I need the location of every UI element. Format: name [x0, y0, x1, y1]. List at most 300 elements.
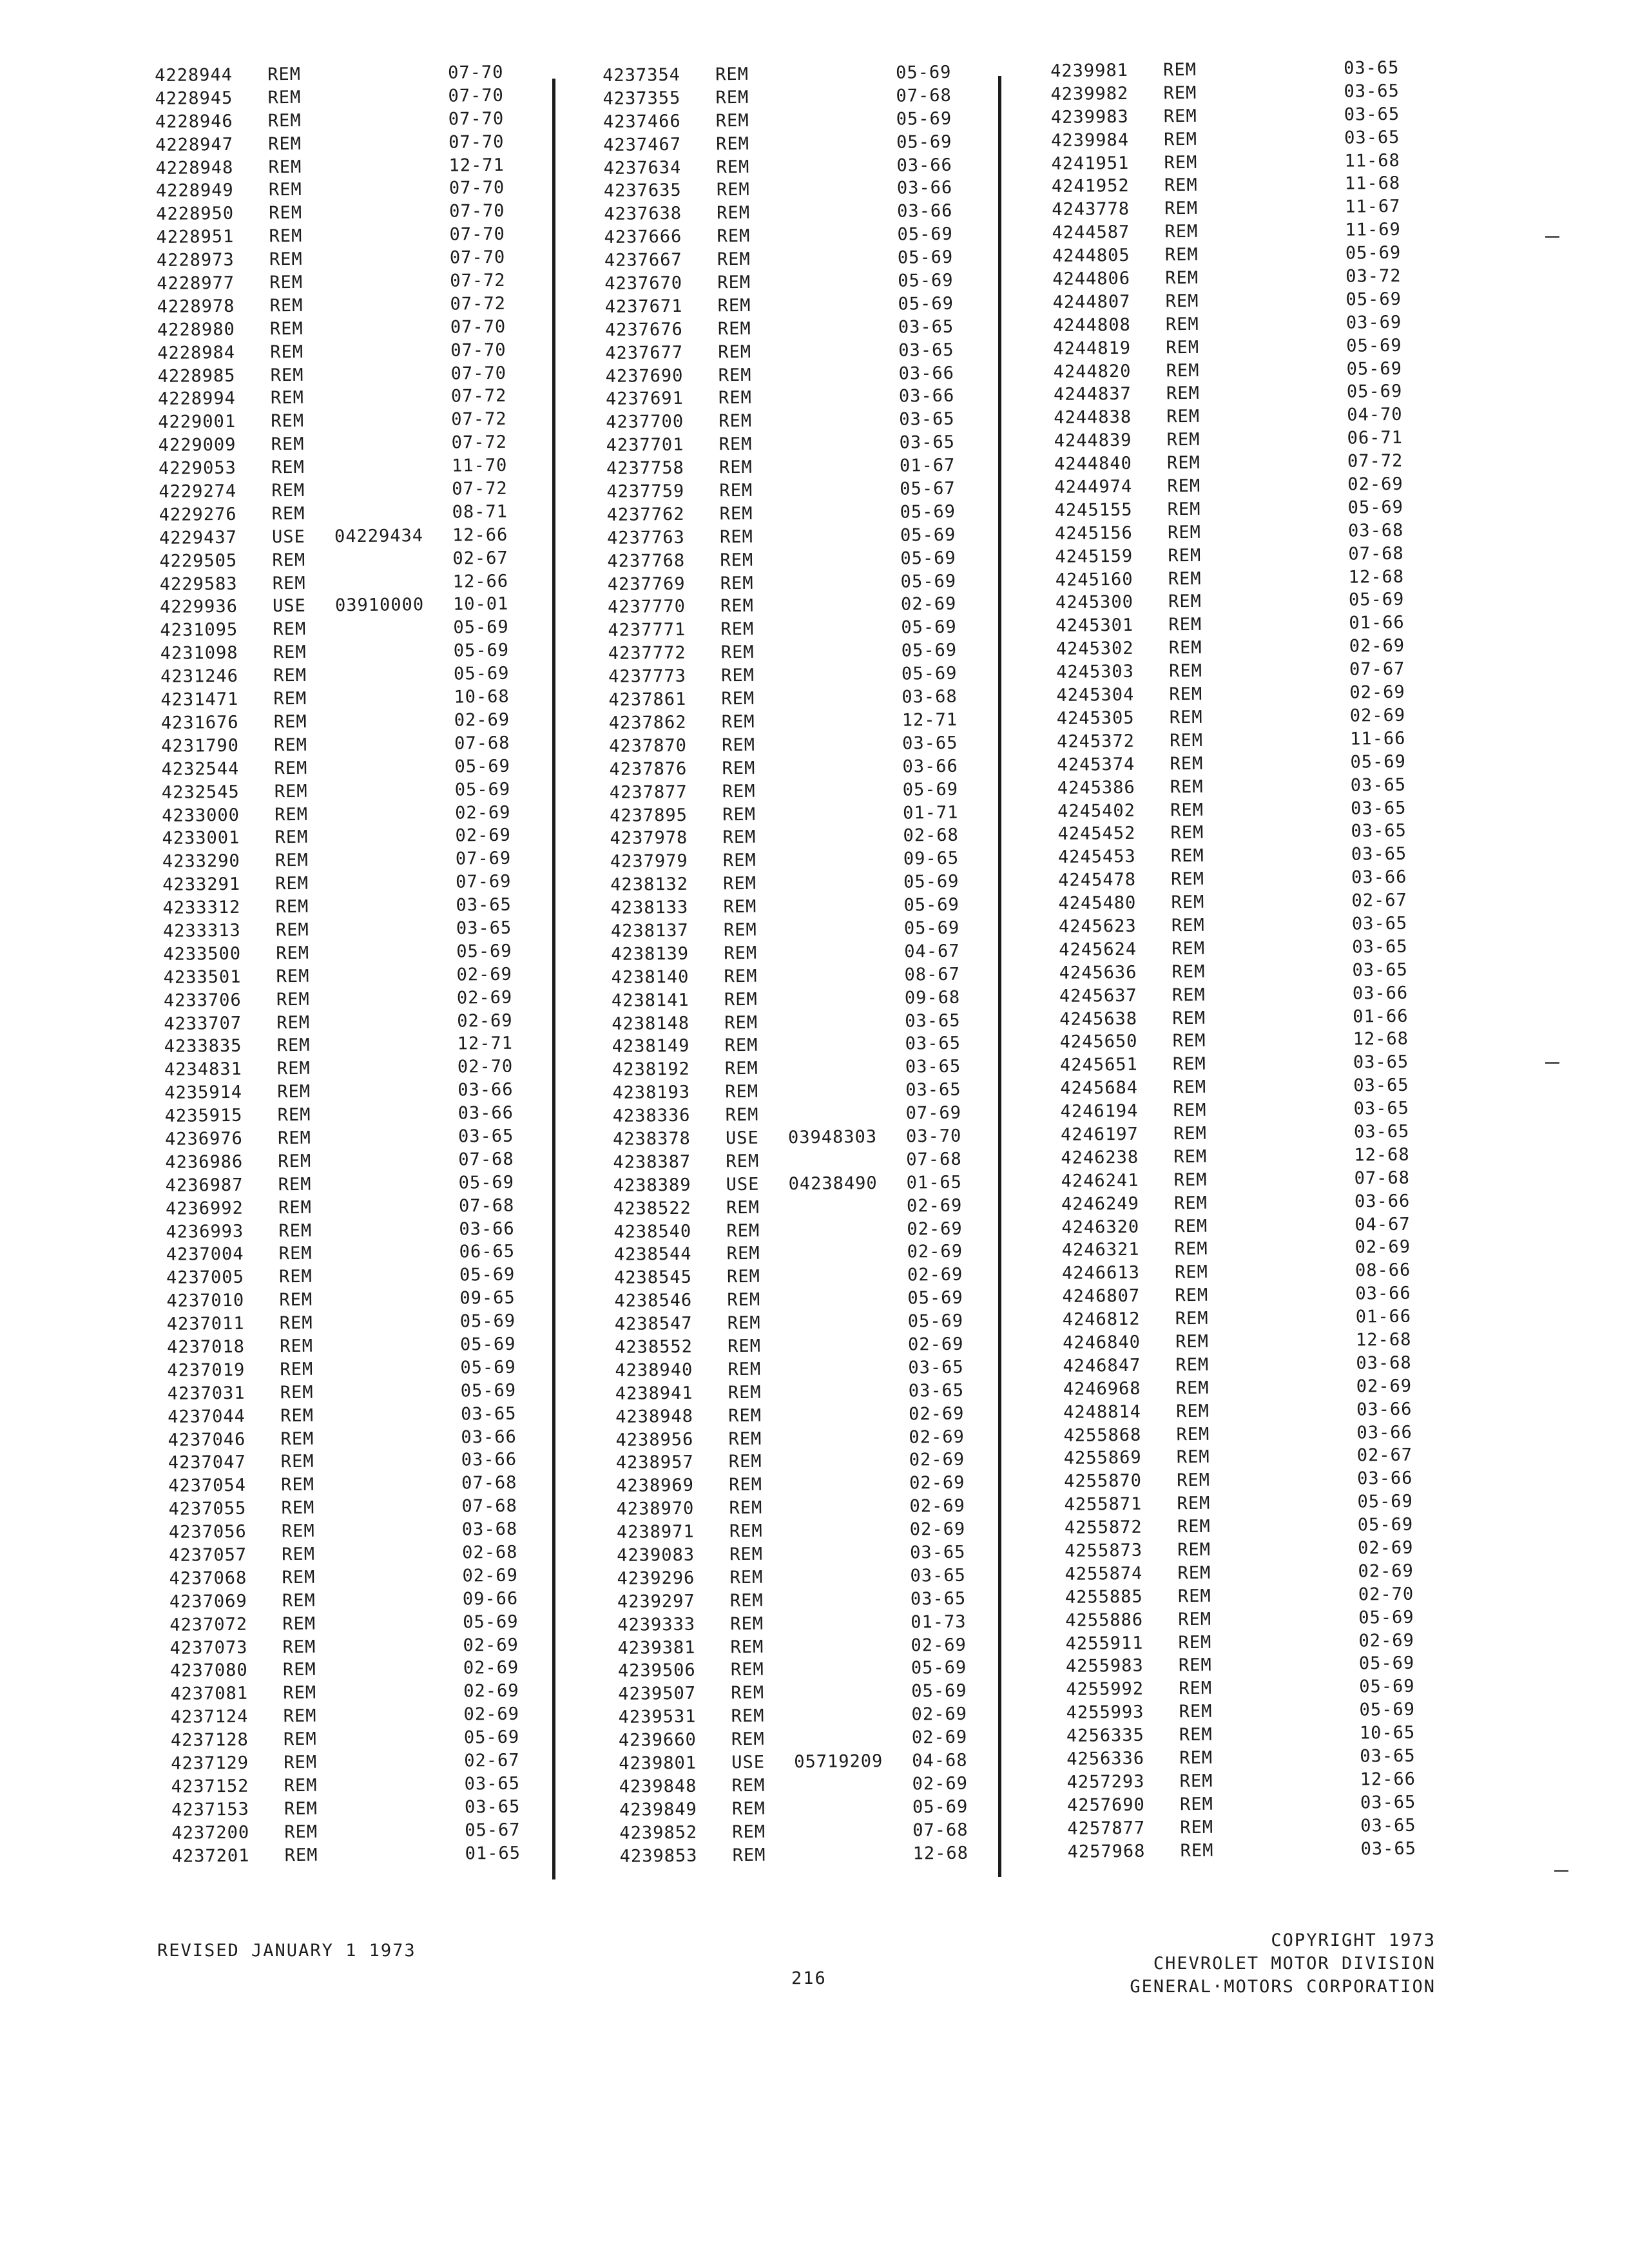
part-number: 4237771: [608, 620, 686, 641]
status-date: 03-65: [898, 340, 954, 361]
part-status: REM: [726, 1197, 760, 1218]
part-status: REM: [720, 665, 755, 686]
part-status: REM: [282, 1567, 316, 1588]
status-date: 10-65: [1359, 1722, 1416, 1744]
part-number: 4231246: [160, 666, 239, 687]
part-status: REM: [721, 711, 755, 733]
part-status: REM: [729, 1590, 764, 1611]
status-date: 03-65: [464, 1773, 521, 1794]
status-date: 05-69: [898, 270, 954, 291]
part-number: 4238948: [615, 1406, 694, 1427]
status-date: 05-69: [456, 941, 512, 962]
part-status: REM: [1179, 1794, 1213, 1814]
part-number: 4233500: [163, 943, 242, 965]
part-status: REM: [722, 827, 757, 848]
status-date: 02-69: [906, 1195, 963, 1216]
part-number: 4255870: [1064, 1471, 1142, 1492]
copyright-line: COPYRIGHT 1973: [1271, 1930, 1436, 1950]
part-status: REM: [1166, 383, 1200, 404]
status-date: 05-69: [459, 1265, 516, 1285]
status-date: 08-66: [1354, 1260, 1411, 1281]
status-date: 07-70: [447, 62, 504, 83]
status-date: 07-68: [896, 85, 952, 106]
status-date: 03-65: [1353, 1121, 1410, 1142]
part-status: REM: [270, 365, 304, 385]
part-number: 4238336: [612, 1105, 691, 1127]
part-status: REM: [717, 295, 751, 316]
part-number: 4237069: [169, 1591, 247, 1612]
status-date: 03-66: [902, 756, 958, 777]
part-number: 4255886: [1065, 1610, 1144, 1631]
part-number: 4245386: [1057, 777, 1135, 798]
part-number: 4238140: [611, 966, 689, 988]
part-status: REM: [271, 480, 305, 501]
status-date: 03-65: [1344, 104, 1400, 125]
part-status: REM: [1178, 1609, 1212, 1629]
part-number: 4241951: [1051, 153, 1130, 174]
part-number: 4246812: [1062, 1309, 1141, 1331]
part-status: REM: [717, 226, 751, 247]
part-number: 4237200: [171, 1822, 250, 1843]
status-date: 03-65: [464, 1796, 521, 1818]
part-number: 4245480: [1058, 892, 1137, 914]
part-status: REM: [269, 226, 303, 247]
part-status: REM: [1177, 1539, 1211, 1561]
part-number: 4233290: [162, 851, 240, 872]
part-number: 4239506: [617, 1660, 696, 1682]
part-number: 4245637: [1059, 985, 1137, 1006]
status-date: 03-65: [1353, 1075, 1409, 1096]
replacement-part-number: 04229434: [334, 525, 424, 547]
part-status: REM: [1168, 660, 1203, 682]
status-date: 05-69: [907, 1287, 963, 1309]
part-row: [172, 1841, 610, 1868]
part-status: USE: [725, 1128, 759, 1149]
part-number: 4237355: [602, 88, 681, 109]
part-number: 4237072: [169, 1614, 248, 1635]
part-status: REM: [1164, 198, 1199, 219]
part-status: REM: [724, 1035, 758, 1056]
part-status: REM: [724, 989, 758, 1010]
part-number: 4233001: [162, 828, 240, 849]
part-status: USE: [731, 1752, 766, 1773]
part-number: 4244838: [1054, 407, 1132, 428]
part-status: REM: [1173, 1193, 1208, 1213]
part-status: REM: [283, 1683, 317, 1704]
part-number: 4237759: [606, 481, 685, 502]
part-status: REM: [276, 1012, 311, 1033]
part-status: REM: [268, 133, 302, 154]
part-status: REM: [718, 365, 752, 385]
part-status: REM: [276, 1035, 311, 1056]
status-date: 03-66: [1352, 983, 1409, 1004]
status-date: 02-69: [1358, 1561, 1414, 1582]
status-date: 03-65: [1350, 774, 1407, 796]
part-number: 4244819: [1053, 338, 1132, 359]
part-status: REM: [1179, 1724, 1213, 1745]
part-status: REM: [1164, 129, 1198, 149]
part-number: 4237773: [608, 666, 687, 687]
part-status: REM: [730, 1660, 764, 1680]
part-number: 4255992: [1066, 1679, 1144, 1700]
part-status: REM: [275, 804, 309, 825]
part-status: REM: [269, 249, 303, 270]
part-number: 4246840: [1062, 1332, 1141, 1353]
part-number: 4228949: [155, 180, 234, 202]
part-number: 4237862: [608, 712, 687, 733]
status-date: 06-65: [459, 1242, 516, 1262]
status-date: 03-66: [897, 201, 953, 222]
part-number: 4245623: [1058, 916, 1137, 937]
status-date: 05-69: [453, 640, 510, 661]
part-status: REM: [280, 1428, 314, 1449]
part-status: REM: [1164, 175, 1198, 196]
status-date: 03-68: [1347, 520, 1404, 541]
part-number: 4237201: [171, 1845, 250, 1867]
part-status: REM: [1164, 152, 1198, 173]
part-status: REM: [727, 1312, 761, 1334]
part-status: REM: [724, 1012, 758, 1033]
part-number: 4238546: [614, 1290, 693, 1312]
part-status: REM: [273, 665, 307, 686]
part-status: REM: [282, 1613, 316, 1634]
part-status: REM: [717, 249, 751, 270]
part-number: 4236986: [165, 1151, 244, 1173]
part-status: REM: [729, 1475, 763, 1495]
part-status: USE: [271, 526, 305, 548]
part-number: 4237081: [170, 1684, 249, 1705]
status-date: 12-68: [1354, 1144, 1410, 1166]
status-date: 11-68: [1344, 150, 1400, 171]
part-status: REM: [275, 850, 309, 871]
part-number: 4228994: [157, 389, 236, 410]
status-date: 08-67: [904, 964, 961, 985]
part-status: REM: [1172, 1031, 1206, 1052]
part-number: 4238971: [616, 1521, 695, 1543]
status-date: 04-67: [904, 941, 960, 962]
part-status: REM: [729, 1544, 764, 1565]
status-date: 09-65: [459, 1287, 516, 1309]
parts-column-2: [602, 60, 1058, 1868]
status-date: 03-66: [896, 155, 952, 176]
status-date: 07-69: [455, 849, 512, 869]
part-status: REM: [274, 758, 308, 778]
status-date: 02-67: [1351, 890, 1407, 911]
part-number: 4255874: [1065, 1563, 1143, 1584]
status-date: 07-70: [450, 363, 507, 384]
part-status: REM: [271, 457, 305, 478]
status-date: 09-66: [462, 1588, 519, 1610]
part-status: REM: [269, 318, 304, 340]
part-status: REM: [267, 110, 302, 131]
part-status: REM: [280, 1382, 314, 1403]
part-status: REM: [275, 827, 309, 848]
status-date: 03-65: [1344, 127, 1400, 148]
status-date: 02-69: [909, 1427, 965, 1448]
status-date: 07-72: [451, 409, 507, 430]
part-status: REM: [715, 87, 749, 108]
part-number: 4245478: [1058, 869, 1137, 891]
status-date: 10-01: [452, 594, 509, 615]
part-status: REM: [727, 1336, 762, 1357]
status-date: 07-70: [449, 247, 506, 268]
part-number: 4237676: [604, 319, 683, 340]
part-status: REM: [730, 1613, 764, 1634]
part-number: 4228973: [156, 249, 235, 271]
status-date: 05-67: [900, 478, 956, 499]
part-status: REM: [1174, 1239, 1208, 1260]
part-number: 4237671: [604, 296, 683, 317]
part-number: 4237667: [604, 249, 682, 271]
status-date: 02-69: [909, 1473, 965, 1494]
status-date: 03-66: [458, 1102, 514, 1124]
part-number: 4236993: [166, 1221, 244, 1242]
part-number: 4228951: [156, 227, 235, 248]
part-number: 4238940: [615, 1360, 693, 1381]
part-number: 4255885: [1065, 1586, 1143, 1608]
part-status: REM: [720, 642, 755, 663]
part-number: 4231095: [160, 620, 238, 641]
status-date: 02-69: [911, 1635, 967, 1656]
part-status: REM: [281, 1497, 315, 1519]
status-date: 02-69: [907, 1242, 963, 1262]
margin-mark: [1545, 1062, 1559, 1064]
part-status: REM: [1163, 106, 1197, 127]
column-divider: [552, 79, 555, 1879]
part-status: REM: [1178, 1632, 1212, 1653]
part-status: REM: [274, 781, 308, 802]
part-number: 4244587: [1052, 222, 1130, 244]
part-status: REM: [722, 804, 757, 825]
part-status: REM: [280, 1405, 314, 1426]
status-date: 02-68: [462, 1542, 518, 1563]
part-number: 4237054: [168, 1475, 247, 1497]
part-status: REM: [724, 966, 758, 986]
status-date: 05-69: [911, 1681, 967, 1702]
status-date: 05-69: [1359, 1699, 1416, 1720]
part-status: REM: [1166, 407, 1200, 427]
status-date: 05-69: [902, 779, 959, 800]
status-date: 01-67: [899, 455, 956, 476]
status-date: 03-66: [1354, 1191, 1411, 1212]
status-date: 02-69: [908, 1403, 965, 1425]
status-date: 03-68: [461, 1519, 518, 1540]
status-date: 03-65: [1360, 1815, 1416, 1836]
status-date: 05-69: [897, 247, 954, 268]
part-status: REM: [271, 411, 305, 432]
part-number: 4256335: [1066, 1725, 1144, 1747]
part-status: REM: [1180, 1840, 1214, 1861]
part-number: 4246968: [1063, 1378, 1141, 1399]
part-status: REM: [731, 1775, 766, 1796]
part-number: 4234831: [164, 1059, 242, 1081]
part-status: REM: [1167, 499, 1201, 520]
part-number: 4228984: [157, 342, 236, 363]
part-status: REM: [1171, 938, 1206, 959]
part-status: REM: [1176, 1424, 1210, 1445]
part-status: REM: [276, 1059, 311, 1079]
part-number: 4244837: [1053, 384, 1132, 405]
part-number: 4246613: [1061, 1263, 1141, 1284]
status-date: 12-66: [1360, 1769, 1416, 1790]
part-status: REM: [1166, 337, 1200, 358]
part-number: 4238545: [613, 1267, 693, 1289]
part-status: REM: [280, 1452, 314, 1472]
status-date: 05-69: [1347, 497, 1404, 518]
part-status: REM: [1170, 846, 1204, 867]
part-status: REM: [726, 1267, 761, 1287]
margin-mark: [1545, 236, 1559, 238]
replacement-part-number: 03910000: [334, 595, 425, 616]
status-date: 02-67: [1356, 1445, 1413, 1466]
part-status: REM: [1169, 707, 1203, 728]
part-number: 4237056: [168, 1521, 247, 1543]
status-date: 06-71: [1347, 428, 1403, 448]
part-status: REM: [731, 1798, 766, 1819]
part-number: 4237010: [166, 1290, 245, 1312]
status-date: 05-69: [1346, 358, 1403, 380]
part-status: REM: [282, 1590, 316, 1611]
part-number: 4248814: [1063, 1401, 1142, 1423]
status-date: 07-68: [912, 1820, 969, 1841]
part-status: REM: [718, 434, 753, 455]
status-date: 01-66: [1349, 613, 1405, 633]
status-date: 02-69: [1349, 682, 1405, 703]
part-status: REM: [731, 1729, 765, 1750]
part-number: 4255871: [1064, 1494, 1142, 1515]
status-date: 09-65: [903, 849, 959, 869]
part-status: USE: [726, 1174, 760, 1195]
status-date: 03-65: [899, 409, 955, 430]
part-status: REM: [726, 1244, 760, 1264]
part-status: REM: [277, 1128, 311, 1149]
status-date: 03-65: [1353, 1052, 1409, 1073]
part-number: 4238544: [613, 1244, 692, 1265]
part-number: 4237129: [171, 1753, 249, 1774]
status-date: 03-66: [1357, 1468, 1413, 1489]
part-number: 4243778: [1052, 199, 1130, 220]
status-date: 03-65: [905, 1033, 961, 1054]
part-status: REM: [284, 1821, 318, 1842]
status-date: 05-69: [460, 1380, 517, 1401]
part-status: REM: [283, 1729, 317, 1750]
part-number: 4237763: [606, 527, 685, 548]
part-number: 4237031: [167, 1383, 246, 1404]
status-date: 04-68: [912, 1750, 968, 1771]
part-number: 4239531: [618, 1706, 697, 1728]
part-number: 4255873: [1065, 1540, 1143, 1561]
part-number: 4245650: [1059, 1032, 1138, 1053]
status-date: 01-65: [465, 1843, 521, 1864]
status-date: 05-69: [454, 779, 511, 800]
part-status: REM: [1167, 476, 1201, 497]
part-status: REM: [273, 688, 307, 709]
part-number: 4255868: [1063, 1425, 1142, 1446]
part-status: REM: [719, 480, 753, 501]
part-status: REM: [270, 341, 304, 362]
part-number: 4228945: [155, 88, 233, 109]
part-status: REM: [720, 573, 754, 593]
status-date: 07-70: [449, 201, 505, 222]
part-number: 4245624: [1059, 939, 1137, 960]
part-status: REM: [727, 1289, 761, 1311]
status-date: 05-69: [459, 1311, 516, 1332]
part-status: REM: [726, 1220, 760, 1241]
status-date: 05-69: [896, 108, 952, 130]
part-number: 4246807: [1062, 1285, 1141, 1307]
status-date: 07-68: [1354, 1168, 1411, 1189]
part-number: 4245452: [1057, 823, 1136, 845]
status-date: 03-66: [459, 1218, 515, 1240]
part-number: 4245302: [1055, 639, 1134, 660]
part-number: 4246238: [1061, 1147, 1139, 1168]
part-status: REM: [717, 318, 751, 340]
part-status: REM: [726, 1151, 760, 1172]
part-status: REM: [728, 1359, 762, 1380]
part-status: REM: [1169, 684, 1203, 705]
part-number: 4245304: [1056, 684, 1135, 706]
part-number: 4239983: [1050, 106, 1129, 128]
part-number: 4245636: [1059, 962, 1137, 983]
status-date: 07-72: [450, 386, 507, 407]
part-number: 4229936: [159, 597, 238, 618]
part-status: REM: [271, 434, 305, 455]
part-number: 4237055: [168, 1498, 247, 1520]
part-status: REM: [717, 272, 751, 293]
status-date: 05-69: [1359, 1677, 1415, 1697]
status-date: 02-69: [911, 1704, 968, 1725]
part-status: REM: [1177, 1516, 1211, 1537]
status-date: 02-69: [457, 1010, 513, 1032]
part-status: REM: [276, 989, 310, 1010]
part-number: 4239981: [1050, 60, 1129, 81]
status-date: 03-65: [1344, 81, 1400, 102]
status-date: 02-69: [463, 1635, 519, 1656]
part-number: 4237018: [166, 1336, 246, 1358]
part-number: 4228944: [155, 64, 233, 86]
status-date: 03-65: [1351, 913, 1408, 934]
part-number: 4237978: [610, 828, 688, 849]
part-number: 4237044: [168, 1406, 246, 1427]
part-status: REM: [1164, 222, 1199, 242]
part-number: 4237861: [608, 689, 687, 711]
part-status: REM: [1175, 1401, 1210, 1421]
part-status: REM: [1171, 915, 1205, 936]
status-date: 05-69: [463, 1611, 519, 1633]
part-status: REM: [281, 1521, 315, 1542]
part-status: REM: [1166, 430, 1200, 450]
status-date: 02-68: [903, 825, 959, 846]
part-status: REM: [731, 1683, 765, 1704]
part-status: REM: [720, 619, 755, 640]
part-status: REM: [715, 110, 749, 131]
part-number: 4255911: [1065, 1633, 1144, 1654]
part-status: REM: [722, 781, 756, 802]
status-date: 07-68: [458, 1195, 515, 1216]
status-date: 02-67: [464, 1750, 520, 1771]
part-number: 4237004: [166, 1244, 244, 1265]
status-date: 07-69: [905, 1102, 962, 1124]
part-status: REM: [722, 735, 756, 756]
part-status: REM: [277, 1104, 311, 1126]
part-number: 4238957: [615, 1452, 694, 1474]
part-status: REM: [1172, 1054, 1206, 1075]
part-number: 4245300: [1055, 592, 1134, 613]
part-number: 4245303: [1055, 661, 1135, 683]
part-number: 4245305: [1056, 707, 1135, 729]
part-status: REM: [1179, 1747, 1213, 1769]
revised-date: REVISED JANUARY 1 1973: [157, 1941, 416, 1961]
